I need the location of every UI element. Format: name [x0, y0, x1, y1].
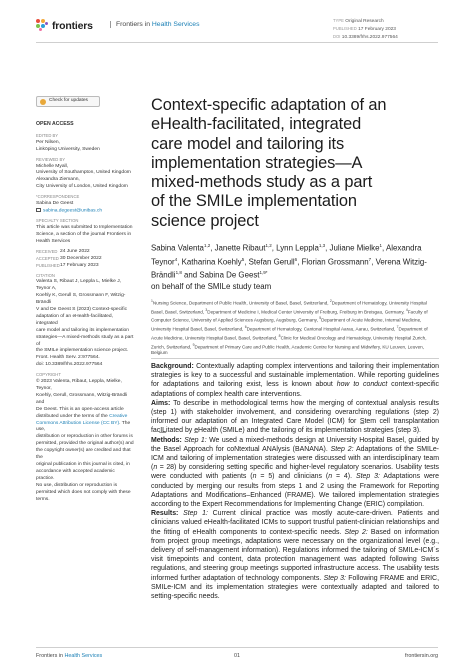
- author-name[interactable]: Sabina Valenta: [151, 243, 204, 253]
- abstract-text: Contextually adapting complex interventions and tailoring their implementation strategies is key to a successful and sustainable implementation. While reporting guidelines for adaptations and tailoring exist, less is known about: [151, 363, 439, 389]
- affiliation-text: Nursing Science, Department of Public Health, University of Basel, Basel, Switzerland,: [152, 300, 330, 306]
- affiliation-text: Department of Hematology, University Hospital Basel, Basel, Switzerland,: [151, 300, 427, 315]
- study-team-line: on behalf of the SMILe study team: [151, 281, 272, 291]
- published-key: PUBLISHED: [333, 26, 357, 31]
- author-affil-sup: 5: [241, 256, 245, 262]
- title-line: science project: [151, 211, 259, 230]
- author-affil-sup: 1,2: [203, 243, 211, 249]
- footer-journal[interactable]: [36, 653, 102, 659]
- abstract-divider: [151, 358, 439, 359]
- journal-title: Health Services: [151, 21, 200, 28]
- abstract-text: = 5) and clinicians (: [256, 473, 329, 481]
- journal-prefix: Frontiers in: [116, 21, 150, 28]
- abstract-text: = 4).: [332, 473, 356, 481]
- copyright-line: distributed under the terms of the: [36, 413, 108, 419]
- abstract-text: context-specific adaptations of complex health care interventions.: [151, 381, 439, 398]
- citation-line: the SMILe implementation science project.: [36, 348, 129, 354]
- cc-license-link[interactable]: Commons Attribution License (CC BY): [36, 420, 120, 426]
- affiliation-text: Clinic for Medical Oncology and Hematology, University Hospital Zurich, Zurich, Switzerland,: [151, 335, 427, 350]
- affiliation-text: Faculty of Computer Science, University of Applied Sciences Augsburg, Augsburg, Germany,: [151, 309, 428, 323]
- copyright-line: © 2023 Valenta, Ribaut, Leppla, Mielke, Teynor,: [36, 379, 122, 392]
- author-affil-sup: 7: [368, 256, 372, 262]
- author-separator: ,: [177, 257, 182, 267]
- author-separator: ,: [271, 243, 277, 253]
- check-updates-label: Check for updates: [49, 98, 88, 104]
- header-divider: [36, 42, 438, 43]
- page-header: [36, 17, 436, 39]
- abstract-italic: Step 3:: [323, 574, 346, 582]
- abstract-methods: [151, 436, 439, 510]
- affil-sup: 7: [396, 325, 399, 330]
- reviewer-name: Michelle Myall,: [36, 163, 69, 169]
- author-affil-sup: 4: [174, 256, 178, 262]
- abstract-italic: Step 1:: [181, 436, 207, 444]
- citation-line: Koehly K, Gerull S, Grossmann F, Witzig-Brändli: [36, 293, 126, 306]
- author-separator: ,: [382, 243, 386, 253]
- author-affil-sup: 1: [379, 243, 383, 249]
- specialty-key: SPECIALTY SECTION: [36, 218, 79, 224]
- doi-value[interactable]: 10.3389/frhs.2022.977564: [341, 35, 398, 40]
- abstract-italic: Step 1:: [178, 510, 208, 518]
- copyright-line: De Geest. This is an open-access article: [36, 406, 124, 412]
- author-affil-sup: 1,8: [175, 270, 182, 276]
- abstract-text: Adaptations of the SMILe-ICM and tailoring of implementation strategies were discussed with an interdisciplinary team (: [151, 445, 439, 472]
- abstract-text: To describe in methodological terms how the merging of contextual analysis results (step 1) with stakeholder involvement, and considering overarching regulations (step 2) informed our adaptation of an Integrated Care Model (ICM) for S̲tem cell transplantation facI̲L̲itated by e̲Health (SMILe) and the tailoring of its implementation strategies (step 3).: [151, 399, 439, 435]
- author-affil-sup: 1,2: [265, 243, 272, 249]
- copyright-line: . The use,: [36, 420, 131, 433]
- abstract-text: Current clinical practice was mostly acute-care-driven. Patients and clinicians valued eHealth-facilitated ICMs to support trustful patient-clinician relationships and the fitting of eHealth components to context-specific needs.: [151, 510, 439, 536]
- affil-sup: 8: [278, 333, 281, 338]
- abstract-italic: n: [153, 464, 158, 472]
- title-line: of the SMILe implementation: [151, 192, 357, 211]
- author-affil-sup: 1,9*: [259, 270, 268, 276]
- mail-icon: [36, 208, 41, 212]
- editor-affiliation: Linköping University, Sweden: [36, 146, 100, 152]
- copyright-line: Koehly, Gerull, Grossmann, Witzig-Brändli and: [36, 392, 128, 405]
- footer-journal-name: Health Services: [64, 653, 103, 659]
- citation-line: Front. Health Serv. 2:977564.: [36, 355, 100, 361]
- correspondence-key: *CORRESPONDENCE: [36, 194, 80, 200]
- abstract-label: Methods:: [151, 436, 182, 444]
- specialty-text: This article was submitted to Implementation: [36, 225, 133, 231]
- abstract-aims: [151, 399, 439, 436]
- affiliation-text: Department of Acute Medicine, Internal Medicine, University Hospital Basel, Basel, Switzerland,: [151, 317, 422, 332]
- title-line: care model and tailoring its: [151, 134, 345, 153]
- copyright-line: No use, distribution or reproduction is: [36, 482, 118, 488]
- frontiers-logo[interactable]: [36, 19, 93, 32]
- citation-line: V and De Geest S (2023) Context-specific: [36, 307, 128, 313]
- author-affil-sup: 6: [294, 256, 298, 262]
- copyright-key: COPYRIGHT: [36, 372, 61, 378]
- reviewer-affiliation: University of Southampton, United Kingdom: [36, 170, 131, 176]
- affiliation-text: Department of Hematology, Cantonal Hospital Aarau, Aarau, Switzerland,: [246, 326, 397, 332]
- title-line: eHealth-facilitated, integrated: [151, 115, 362, 134]
- article-title: [151, 96, 439, 231]
- affil-sup: 4: [405, 307, 408, 312]
- type-key: TYPE: [333, 18, 344, 23]
- author-separator: ,: [297, 257, 302, 267]
- abstract-italic: Step 3:: [355, 473, 380, 481]
- author-separator: and: [181, 270, 200, 280]
- abstract: [151, 362, 439, 601]
- logo-text: frontiers: [52, 19, 93, 32]
- title-line: implementation strategies—A: [151, 153, 363, 172]
- abstract-background: [151, 362, 439, 399]
- title-line: Context-specific adaptation of an: [151, 96, 387, 114]
- author-name[interactable]: Sabina De Geest: [199, 270, 260, 280]
- abstract-text: We used a mixed-methods design at University Hospital Basel, guided by the Basel Approach for coNtextual ANAlysis (BANANA).: [151, 436, 439, 453]
- page-number: 01: [234, 653, 240, 659]
- specialty-text: Science, a section of the journal Frontiers in: [36, 231, 132, 237]
- citation-line: strategies—A mixed-methods study as a part of: [36, 334, 134, 347]
- abstract-results: [151, 509, 439, 601]
- published-date: 17 February 2023: [60, 262, 99, 268]
- author-name[interactable]: Verena Witzig-Brändli: [151, 257, 427, 280]
- author-separator: ,: [210, 243, 215, 253]
- frontiers-logo-icon: [36, 19, 49, 32]
- citation-line: adaptation of an eHealth-facilitated, integrated: [36, 313, 113, 326]
- citation-key: CITATION: [36, 272, 55, 278]
- affil-sup: 1: [151, 298, 153, 303]
- abstract-label: Results:: [151, 510, 179, 518]
- author-name[interactable]: Lynn Leppla: [276, 243, 319, 253]
- received-date: 24 June 2022: [60, 248, 90, 254]
- editor-name: Per Nilsen,: [36, 139, 60, 145]
- article-main: [151, 96, 439, 357]
- edited-by-key: EDITED BY: [36, 132, 59, 138]
- specialty-text: Health Services: [36, 238, 71, 244]
- affil-sup: 6: [244, 325, 247, 330]
- copyright-line: permitted which does not comply with these: [36, 489, 131, 495]
- author-affil-sup: 1,3: [318, 243, 326, 249]
- affiliation-text: Department of Medicine I, Medical Center University of Freiburg, Freiburg im Breisgau, Germany,: [207, 309, 406, 315]
- abstract-label: Aims:: [151, 399, 171, 407]
- citation-line: Valenta S, Ribaut J, Leppla L, Mielke J, Teynor A,: [36, 279, 121, 292]
- citation-line: care model and tailoring its implementation: [36, 327, 129, 333]
- article-sidebar: [36, 96, 134, 503]
- affil-sup: 2: [329, 298, 332, 303]
- author-name[interactable]: Stefan Gerull: [248, 257, 295, 267]
- author-separator: ,: [325, 243, 330, 253]
- abstract-italic: Step 2:: [330, 445, 354, 453]
- title-line: mixed-methods study as a part: [151, 173, 373, 192]
- author-name[interactable]: Alexandra Teynor: [151, 243, 422, 267]
- reviewer-affiliation: City University of London, United Kingdom: [36, 184, 128, 190]
- journal-name[interactable]: [110, 21, 200, 28]
- check-for-updates-button[interactable]: [36, 96, 100, 107]
- footer-journal-prefix: Frontiers in: [36, 653, 63, 659]
- abstract-text: Based on information from project group meetings, adaptations were necessary on the organizational level (e.g., delivery of self-management information). Regulations informed the tailoring of SMILe-ICM´s visit timepoints and content, data protection management was adapted following Swiss regulations, and steering group meetings supported infrastructure access. The usability tests informed further adaptation of technology components.: [151, 528, 439, 582]
- type-value: Original Research: [345, 19, 384, 24]
- abstract-label: Background:: [151, 363, 194, 370]
- abstract-italic: n: [252, 473, 257, 481]
- copyright-line: permitted, provided the original author(s) and: [36, 441, 134, 447]
- copyright-line: distribution or reproduction in other forums is: [36, 434, 133, 440]
- dates: [36, 249, 134, 270]
- abstract-text: = 28) by considering setting specific and higher-level regulatory scenarios. Usability tests were conducted with patients (: [151, 464, 439, 481]
- published-key: PUBLISHED: [36, 262, 60, 268]
- author-separator: ,: [244, 257, 249, 267]
- doi-key: DOI: [333, 34, 341, 39]
- affiliations: [151, 298, 439, 357]
- open-access-label: OPEN ACCESS: [36, 121, 74, 127]
- reviewer-name: Alexandra Ziemann,: [36, 177, 80, 183]
- affiliation-text: Department of Primary Care and Public Health, Academic Centre for Nursing and Midwifery, KU Leuven, Leuven, Belgium: [151, 344, 424, 356]
- published-value: 17 February 2023: [358, 27, 396, 32]
- footer-site-link[interactable]: frontiersin.org: [405, 653, 438, 659]
- abstract-italic: Step 2:: [344, 528, 368, 536]
- author-name[interactable]: Juliane Mielke: [329, 243, 380, 253]
- footer-divider: [36, 647, 438, 648]
- abstract-italic: n: [328, 473, 333, 481]
- accepted-date: 30 December 2022: [60, 255, 102, 261]
- copyright-line: original publication in this journal is cited, in: [36, 461, 130, 467]
- affiliation-text: Department of Acute Medicine, University Hospital Basel, Basel, Switzerland,: [151, 326, 428, 341]
- abstract-text: Following FRAME and ERIC, SMILe-ICM and its implementation strategies were contextually adapted and tailored to setting-specific needs.: [151, 574, 439, 601]
- article-meta: [333, 17, 398, 41]
- author-separator: ,: [371, 257, 376, 267]
- author-name[interactable]: Katharina Koehly: [181, 257, 242, 267]
- author-list: [151, 240, 439, 292]
- affil-sup: 9: [192, 342, 195, 347]
- citation-line: doi: 10.3389/frhs.2022.977564: [36, 362, 103, 368]
- copyright-line: accordance with accepted academic practice.: [36, 468, 115, 481]
- affil-sup: 3: [205, 307, 208, 312]
- abstract-text: Adaptations were conducted by merging our results from steps 1 and 2 using the Framework for Reporting Adaptations and Modifications–Enhanced (FRAME). We tailored implementation strategies according to the Expert Recommendations for Implementing Change (ERIC) compilation.: [151, 473, 440, 509]
- copyright-line: terms.: [36, 496, 50, 502]
- correspondence-email-link[interactable]: sabina.degeest@unibas.ch: [43, 208, 103, 214]
- correspondence-name: Sabina De Geest: [36, 201, 74, 207]
- affil-sup: 5: [319, 316, 322, 321]
- abstract-italic: how to conduct: [336, 381, 388, 389]
- copyright-line: the copyright owner(s) are credited and that the: [36, 448, 131, 461]
- author-name[interactable]: Florian Grossmann: [301, 257, 369, 267]
- received-key: RECEIVED: [36, 248, 58, 254]
- reviewed-by-key: REVIEWED BY: [36, 156, 66, 162]
- update-icon: [40, 99, 46, 105]
- accepted-key: ACCEPTED: [36, 255, 59, 261]
- author-name[interactable]: Janette Ribaut: [214, 243, 266, 253]
- cc-license-link[interactable]: Creative: [109, 413, 128, 419]
